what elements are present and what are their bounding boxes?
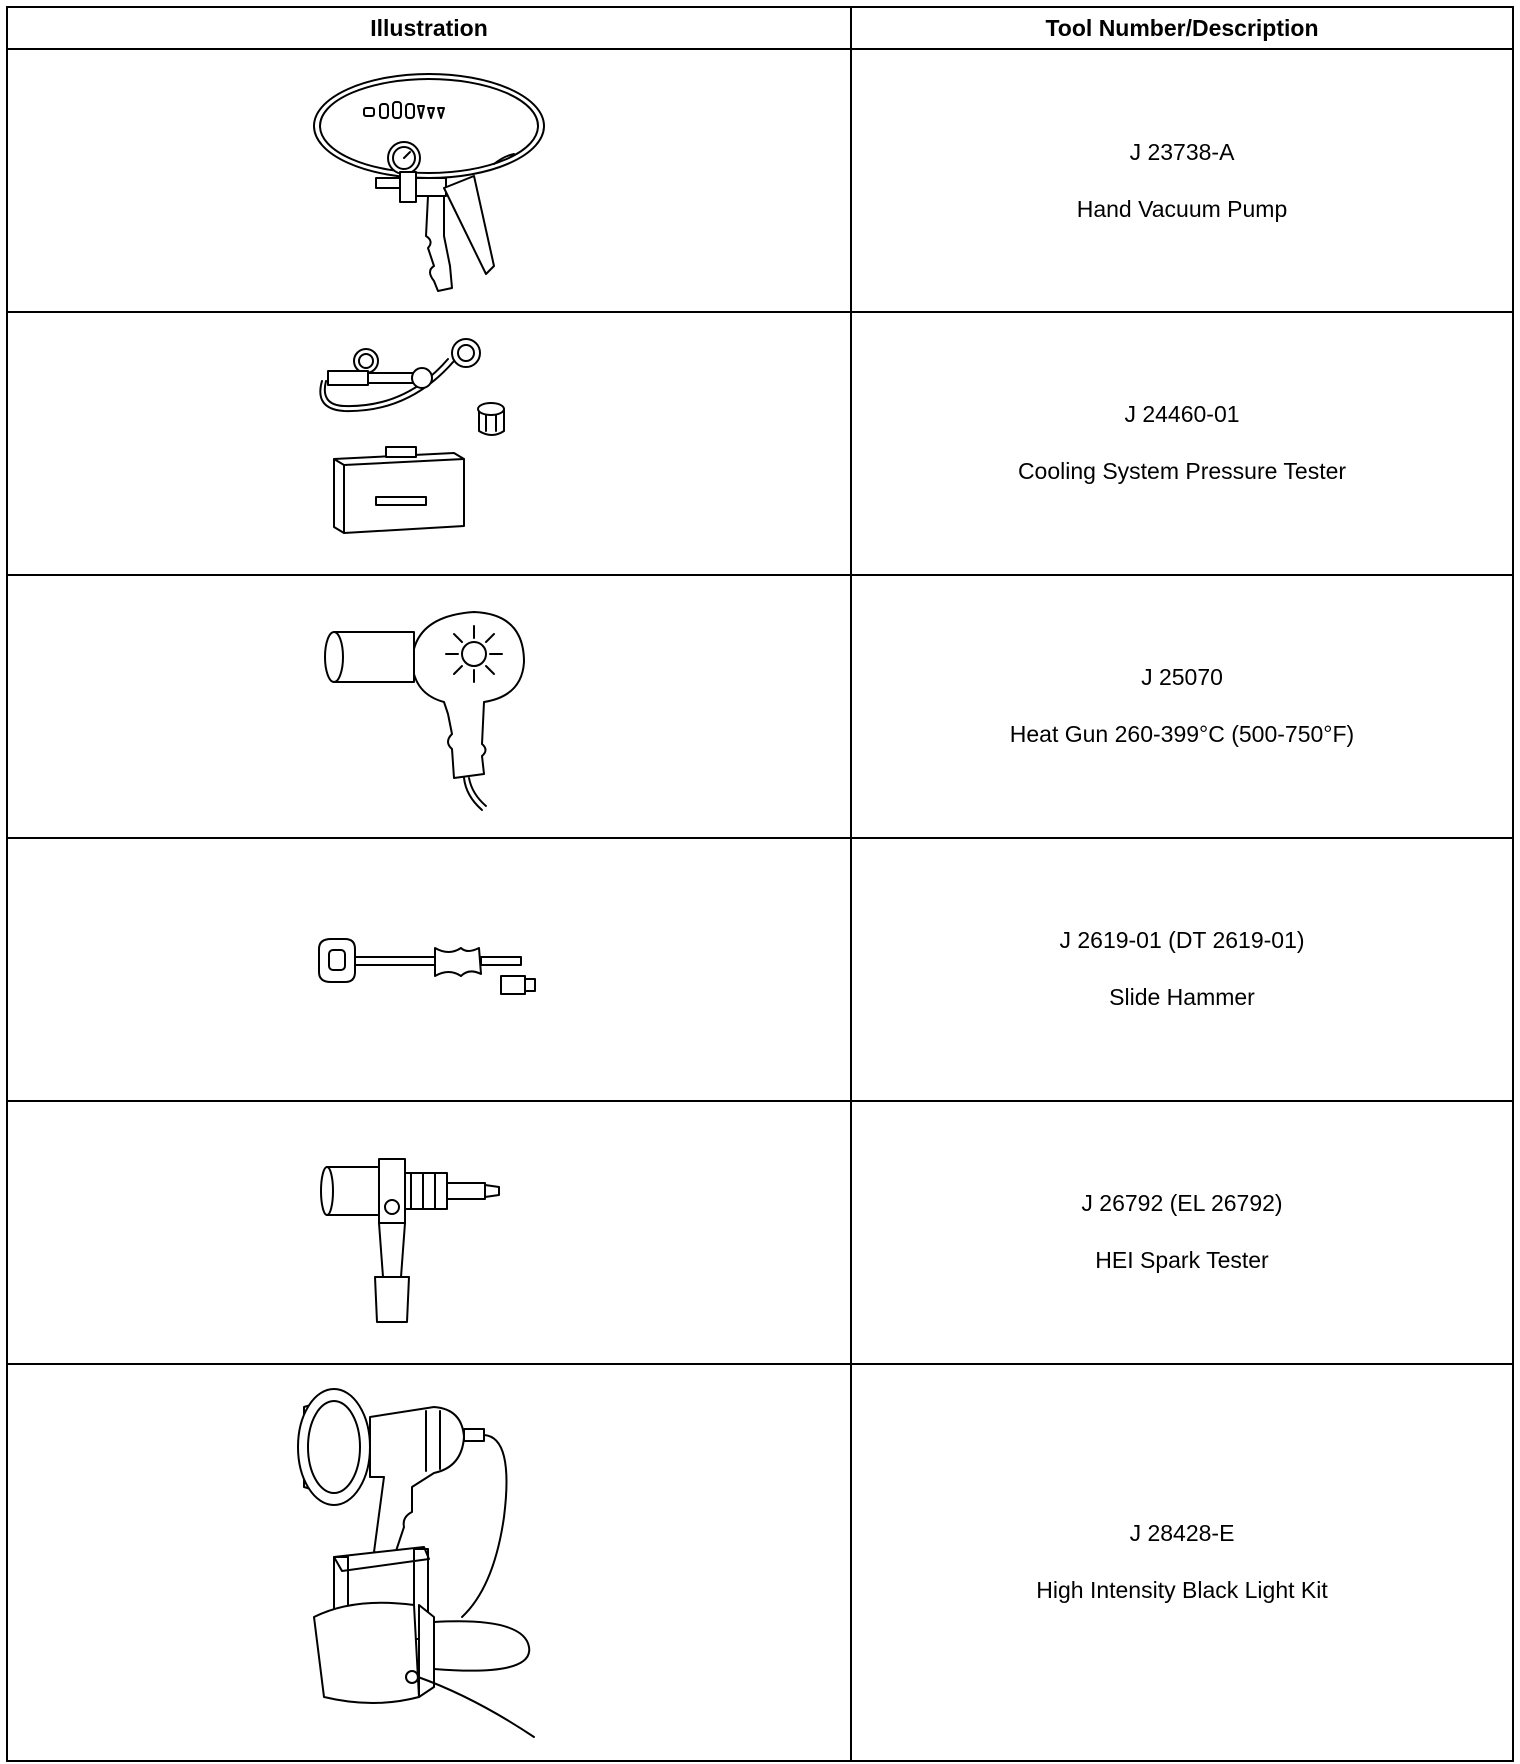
illustration-cell: [7, 838, 851, 1101]
hei-spark-tester-icon: [309, 1127, 549, 1337]
special-tools-table: [6, 6, 1514, 1762]
table-row: [7, 1101, 1513, 1364]
tool-name: Hand Vacuum Pump: [1076, 195, 1288, 222]
tool-description-cell: [851, 838, 1513, 1101]
header-tool-number-description: Tool Number/Description: [851, 7, 1513, 49]
tool-number: J 25070: [1141, 664, 1223, 691]
tool-number: J 26792 (EL 26792): [1081, 1190, 1283, 1217]
illustration-cell: [7, 312, 851, 575]
hand-vacuum-pump-icon: [304, 66, 554, 296]
cooling-system-pressure-tester-icon: [314, 331, 544, 556]
table-row: [7, 312, 1513, 575]
tool-description-cell: [851, 575, 1513, 838]
tool-number: J 24460-01: [1124, 401, 1240, 428]
black-light-kit-icon: [294, 1377, 564, 1747]
table-row: [7, 575, 1513, 838]
illustration-cell: [7, 1101, 851, 1364]
table-row: [7, 1364, 1513, 1761]
tool-description-cell: [851, 49, 1513, 312]
header-illustration: Illustration: [7, 7, 851, 49]
table-header-row: [7, 7, 1513, 49]
tool-name: Slide Hammer: [1109, 984, 1255, 1011]
illustration-cell: [7, 1364, 851, 1761]
tool-name: Heat Gun 260-399°C (500-750°F): [1009, 721, 1355, 748]
tool-number: J 28428-E: [1129, 1520, 1235, 1547]
heat-gun-icon: [314, 594, 544, 819]
tool-description-cell: [851, 1364, 1513, 1761]
table-row: [7, 838, 1513, 1101]
illustration-cell: [7, 575, 851, 838]
tool-description-cell: [851, 312, 1513, 575]
slide-hammer-icon: [309, 924, 549, 1014]
illustration-cell: [7, 49, 851, 312]
tool-name: HEI Spark Tester: [1095, 1247, 1269, 1274]
tool-description-cell: [851, 1101, 1513, 1364]
table-row: [7, 49, 1513, 312]
tool-number: J 23738-A: [1129, 138, 1235, 165]
tool-name: Cooling System Pressure Tester: [1017, 458, 1347, 485]
tool-name: High Intensity Black Light Kit: [1036, 1577, 1328, 1604]
tool-number: J 2619-01 (DT 2619-01): [1059, 927, 1305, 954]
